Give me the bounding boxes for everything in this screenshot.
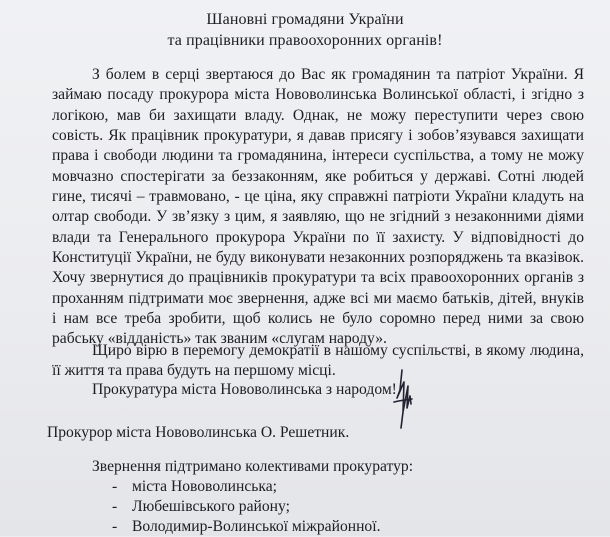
list-marker: -	[112, 478, 118, 495]
support-list	[112, 477, 380, 537]
closing-statement: Прокуратура міста Нововолинська з народом!	[92, 381, 397, 398]
list-item	[112, 477, 380, 497]
greeting-line-1: Шановні громадяни України	[206, 11, 404, 28]
handwritten-signature	[384, 368, 420, 432]
belief-paragraph: Щиро вірю в перемогу демократії в нашому суспільстві, в якому людина, її життя та права будуть на першому місці.	[52, 342, 584, 380]
greeting-line-2: та працівники правоохоронних органів!	[167, 32, 443, 49]
list-item-text: міста Нововолинська;	[132, 478, 278, 495]
support-intro: Звернення підтримано колективами прокуратур:	[92, 458, 414, 475]
list-item	[112, 517, 380, 537]
list-marker: -	[112, 518, 118, 535]
list-item	[112, 497, 380, 517]
list-item-text: Володимир-Волинської міжрайонної.	[132, 518, 381, 535]
signer-line: Прокурор міста Нововолинська О. Решетник.	[47, 424, 350, 441]
appeal-paragraph: З болем в серці звертаюся до Вас як громадянин та патріот України. Я займаю посаду прокурора міста Нововолинська Волинської області, і згідно з логікою, мав би захищати владу. Однак, не можу переступити через свою совість. Як працівник прокуратури, я давав присягу і зобов’язувався захищати права і свободи людини та громадянина, інтереси суспільства, а тому не можу мовчазно спостерігати за беззаконням, яке робиться у державі. Сотні людей гине, тисячі – травмовано, - це ціна, яку справжні патріоти України кладуть на олтар свободи. У зв’язку з цим, я заявляю, що не згідний з незаконними діями влади та Генерального прокурора України по її захисту. У відповідності до Конституції України, не буду виконувати незаконних розпоряджень та вказівок. Хочу звернутися до працівників прокуратури та всіх правоохоронних органів з проханням підтримати моє звернення, адже всі ми маємо батьків, дітей, внуків і нам все треба зробити, щоб колись не було соромно перед ними за свою рабську «відданість» так званим «слугам народу».	[52, 66, 584, 348]
list-marker: -	[112, 498, 118, 515]
list-item-text: Любешівського району;	[132, 498, 290, 515]
